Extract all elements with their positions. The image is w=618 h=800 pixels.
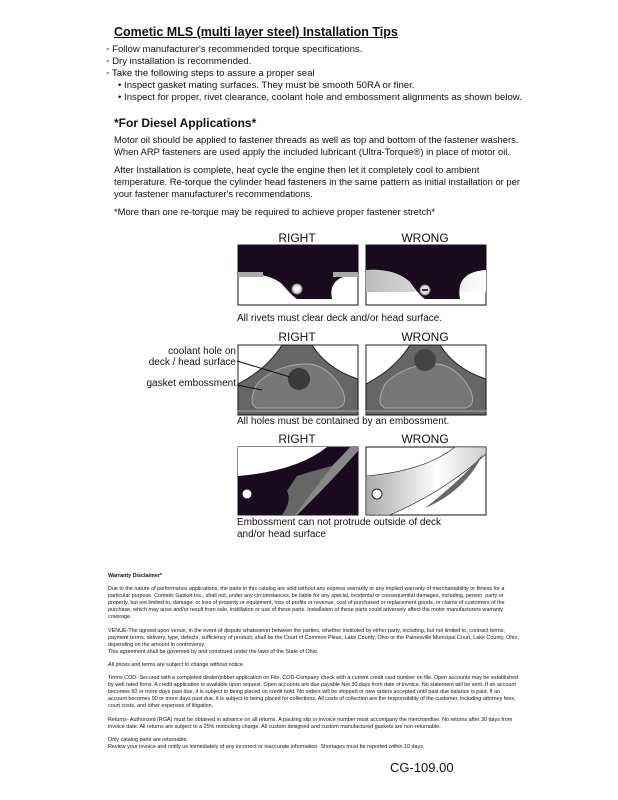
tip: ◦ Follow manufacturer's recommended torque specifications.	[106, 44, 363, 55]
law-text: This agreement shall be governed by and construed under the laws of the State of Ohio.	[108, 648, 319, 655]
warranty-disclaimer	[108, 573, 520, 757]
label-line: coolant hole on	[168, 346, 236, 357]
review-text: Review your invoice and notify us immediately of any incorrect or inaccurate information. Shortages must be reported within 10 days.	[108, 743, 425, 750]
venue-paragraph	[108, 628, 520, 656]
subtip: • Inspect gasket mating surfaces. They must be smooth 50RA or finer.	[118, 80, 415, 91]
terms-paragraph: Terms COD- Secured with a completed dealer/jobber application on File, COD-Company check with a current credit card number on file. Open accounts may be established by well rated firms. A credit application is available upon request. Open accounts are due payable Net 30 days from date of invoice. No statement will be sent. If an account becomes 60 or more days past due, it is subject to being placed on credit hold. No orders will be shipped or new orders accepted until past due balance is paid. If an account becomes 90 or more days past due, it is subject to being placed for collections. All costs of collection are the responsibility of the customer, including attorney fees, court costs, and other expenses of litigation.	[108, 675, 519, 710]
coolant-wrong-diagram	[365, 344, 487, 416]
returnable-text: Only catalog parts are returnable.	[108, 736, 189, 743]
embossment-right-diagram	[237, 446, 359, 516]
label-line: deck / head surface	[148, 357, 236, 368]
rivet-wrong-diagram	[365, 244, 487, 306]
wrong-label: WRONG	[401, 432, 449, 446]
caption	[237, 517, 441, 541]
tip: ◦ Take the following steps to assure a proper seal	[106, 68, 315, 79]
right-label: RIGHT	[278, 432, 316, 446]
wrong-label: WRONG	[401, 231, 449, 245]
coolant-hole-label	[149, 346, 236, 368]
warranty-paragraph: Due to the nature of performance applications, the parts in this catalog are sold without any express warranty or any implied warranty of merchantability or fitness for a particular purpose. Cometic Gasket Inc., shall not, under any circumstances, be liable for any special, incidental or consequential damages, including, person, party or property, but not limited to, damage, or loss of property or equipment, loss of profits or revenue, cost of purchased or replacement goods, or claims of customers of the purchase, which may arise and/or result from sale, instillation or use of these parts. Installation of these parts could adversely affect the motor manufacturers warranty coverage.	[108, 586, 505, 621]
rivet-right-diagram	[237, 244, 359, 306]
subtip-text: Inspect gasket mating surfaces. They must be smooth 50RA or finer.	[124, 80, 415, 91]
tip-text: Dry installation is recommended.	[112, 56, 252, 67]
right-label: RIGHT	[278, 330, 316, 344]
prices-paragraph: All prices and terms are subject to change without notice.	[108, 661, 245, 668]
right-label: RIGHT	[278, 231, 316, 245]
diesel-note: *More than one re-torque may be required to achieve proper fastener stretch*	[114, 206, 436, 217]
diesel-paragraph: Motor oil should be applied to fastener threads as well as top and bottom of the fastener washers. When ARP fasteners are used apply the included lubricant (Ultra-Torque®) in place of motor oil.	[114, 134, 519, 157]
subtip: • Inspect for proper, rivet clearance, coolant hole and embossment alignments as shown below.	[118, 92, 522, 103]
returns-paragraph: Returns- Authorized (RGA) must be obtained in advance on all returns. A packing slip or invoice number must accompany the merchandise. No returns after 30 days from invoice date. All returns are subject to a 25% restocking charge. All custom designed and custom manufactured gaskets are non-returnable.	[108, 716, 513, 730]
caption-line: and/or head surface	[237, 529, 326, 540]
venue-text: VENUE-The agreed upon venue, in the event of dispute whatsoever between the parties, whether instituted by either party, including, but not limited to, contract terms, payment terms, delivery, type, defects, sufficiency of product, shall be the Court of Common Pleas, Lake County, Ohio or the Painesville Municipal Court, Lake County, Ohio, depending on the amount in controversy.	[108, 627, 519, 648]
tip-text: Take the following steps to assure a proper seal	[111, 68, 315, 79]
page-title: Cometic MLS (multi layer steel) Installation Tips	[114, 25, 398, 39]
wrong-label: WRONG	[401, 330, 449, 344]
caption-line: Embossment can not protrude outside of deck	[237, 517, 442, 528]
coolant-right-diagram	[237, 344, 359, 416]
warranty-heading: Warranty Disclaimer*	[108, 573, 163, 579]
embossment-label: gasket embossment	[146, 378, 236, 389]
embossment-wrong-diagram	[365, 446, 487, 516]
diesel-heading: *For Diesel Applications*	[114, 116, 257, 130]
catalog-page-code: CG-109.00	[390, 760, 454, 775]
diesel-paragraph: After Installation is complete, heat cycle the engine then let it completely cool to ambient temperature. Re-torque the cylinder head fasteners in the same pattern as initial installation or per your fastener manufacturer's recommendations.	[114, 164, 520, 199]
tip: ◦ Dry installation is recommended.	[106, 56, 252, 67]
caption: All rivets must clear deck and/or head surface.	[237, 313, 443, 324]
caption: All holes must be contained by an embossment.	[237, 416, 450, 427]
tip-text: Follow manufacturer's recommended torque specifications.	[112, 44, 363, 55]
subtip-text: Inspect for proper, rivet clearance, coolant hole and embossment alignments as shown below.	[124, 92, 522, 103]
review-paragraph	[108, 737, 520, 751]
